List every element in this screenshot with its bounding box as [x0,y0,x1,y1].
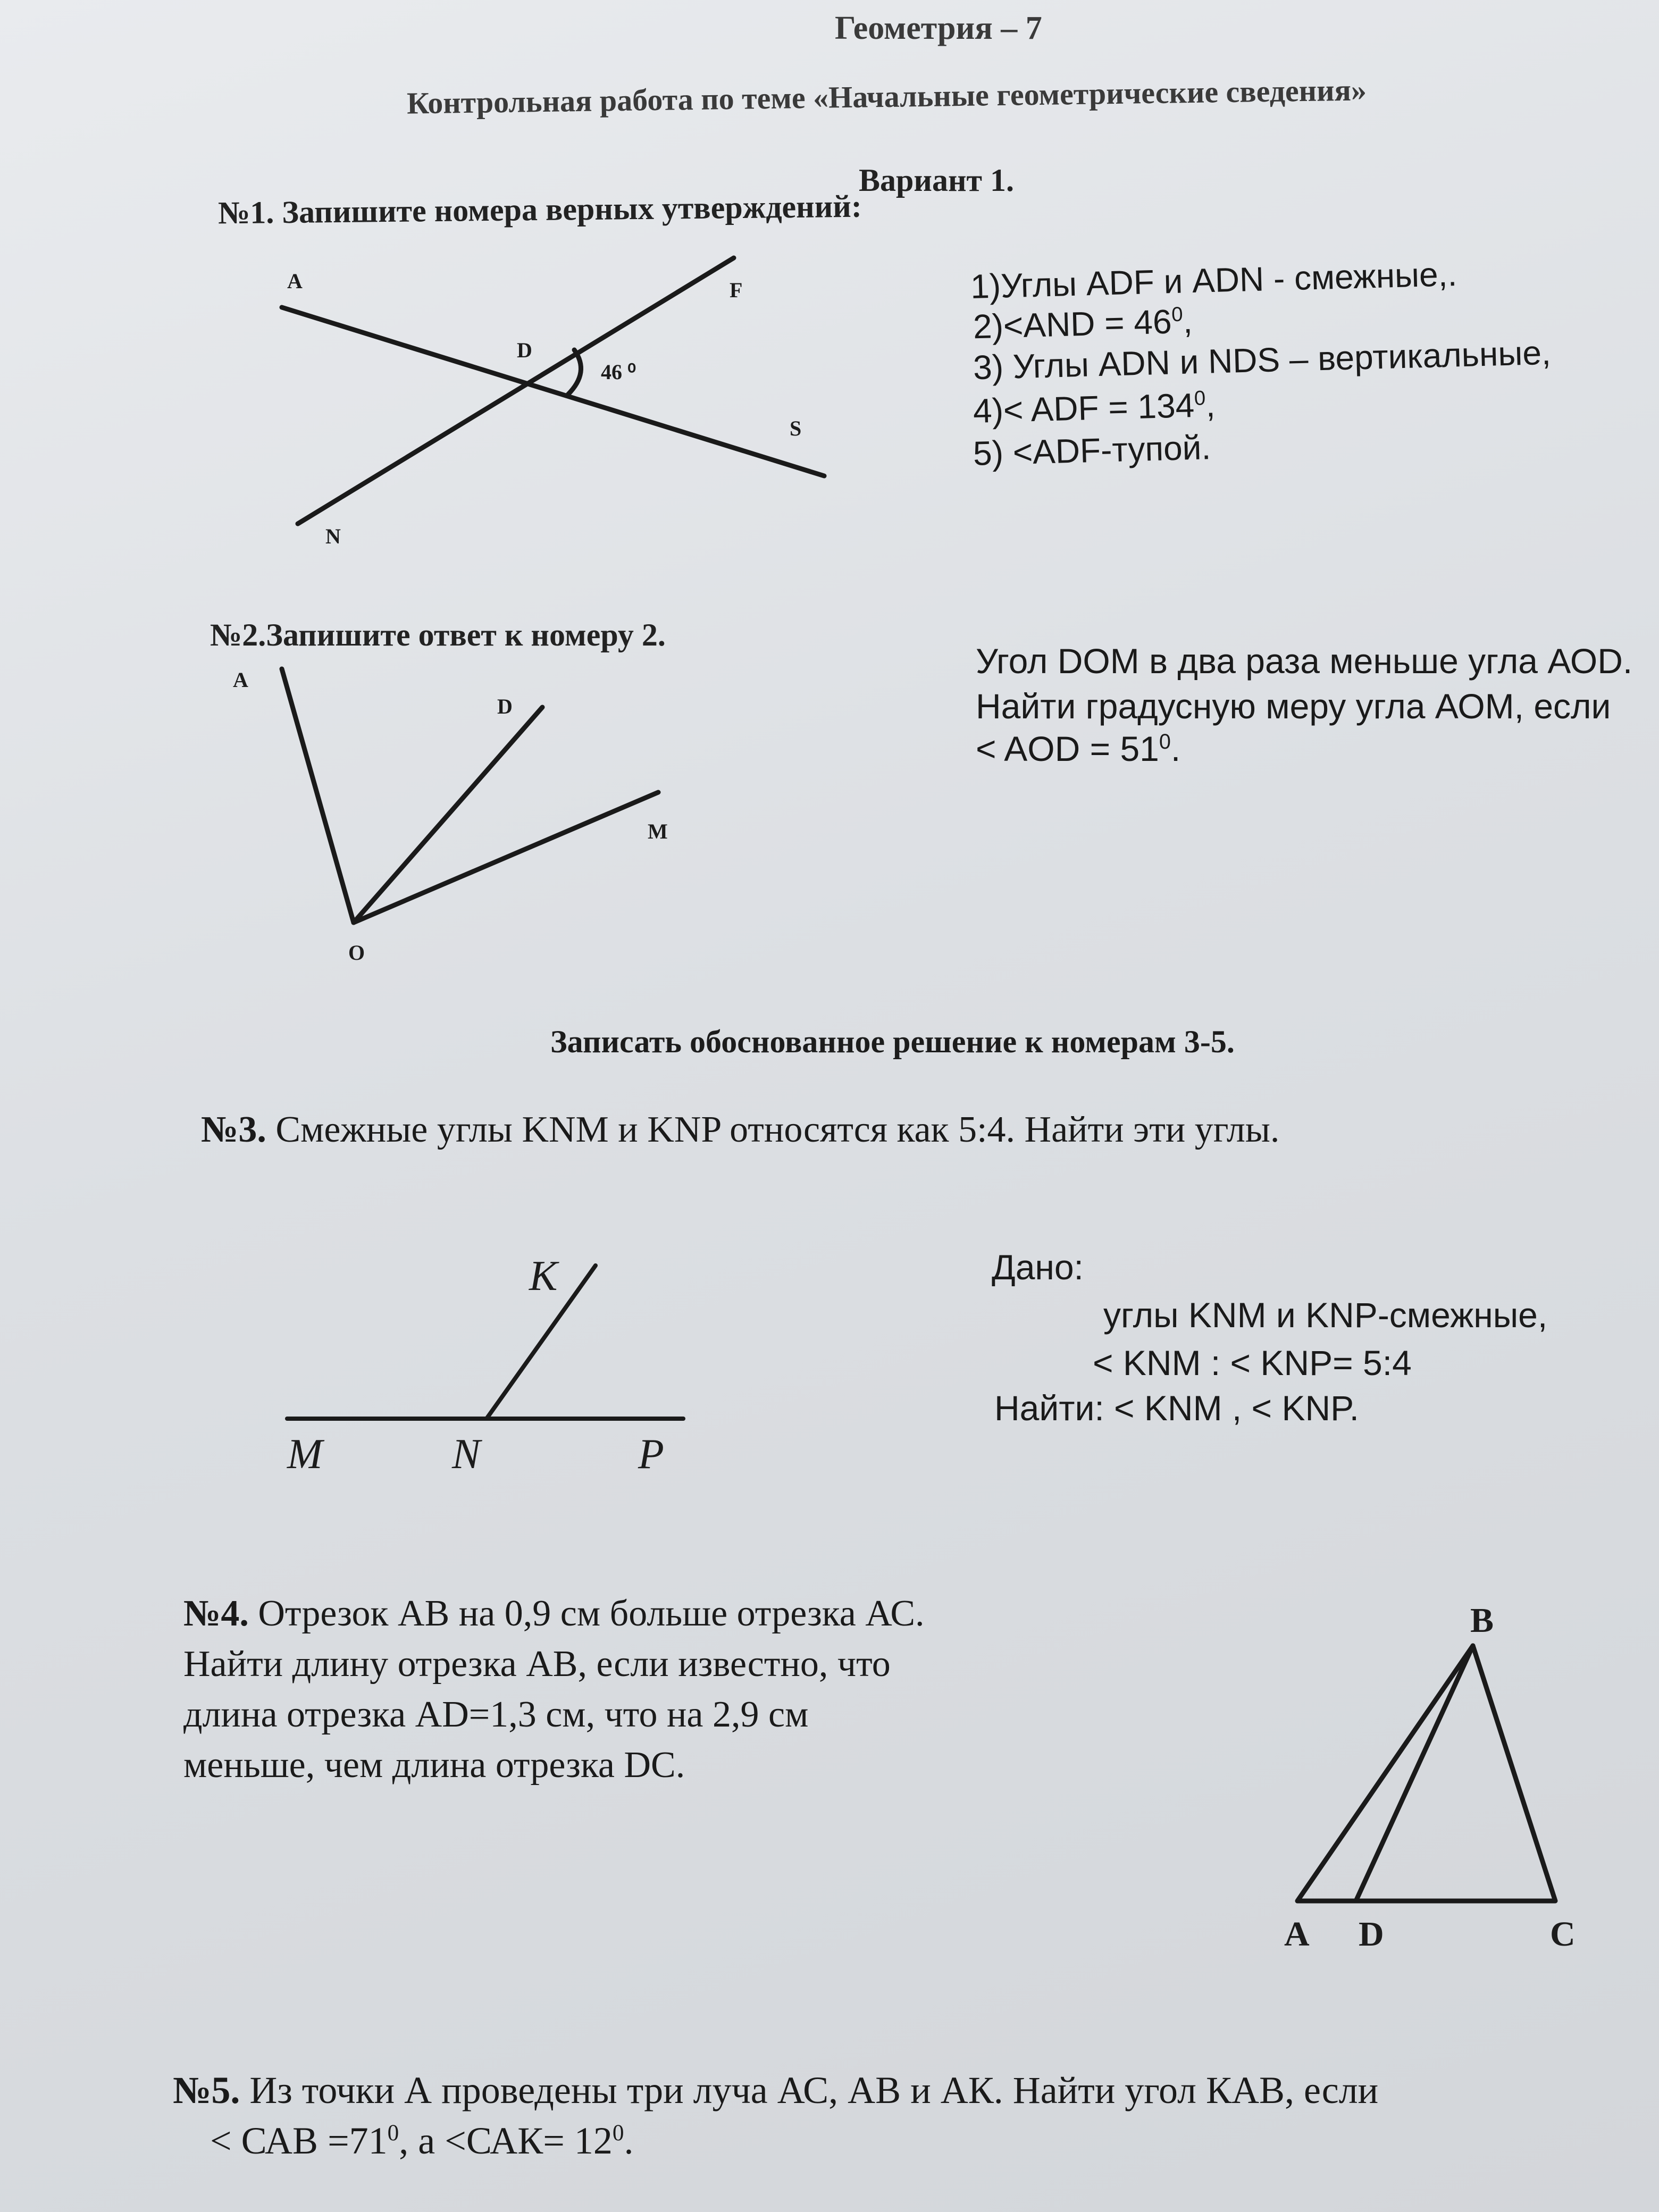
label-A4: A [1284,1915,1310,1954]
task4-line-1: №4. Отрезок АВ на 0,9 см больше отрезка АС. [183,1593,925,1634]
label-D2: D [497,694,513,718]
line-AS [282,307,824,476]
label-D1: D [517,338,532,362]
task3-figure [287,1266,683,1419]
ray-OM [354,792,658,923]
task3-given-2: < KNM : < KNP= 5:4 [1093,1343,1412,1382]
task3-given-label: Дано: [992,1247,1084,1287]
variant-title: Вариант 1. [859,163,1015,198]
task5-line-1: №5. Из точки А проведены три луча АС, АВ и АК. Найти угол КАВ, если [173,2069,1379,2112]
label-angle-46: 46 ⁰ [601,360,636,384]
label-N3: N [452,1431,481,1478]
task1-statement-2: $2)<AND = 46^0$, [973,301,1193,346]
ray-OA [282,669,354,923]
task3-text: №3. Смежные углы KNM и KNP относятся как 5:4. Найти эти углы. [201,1109,1280,1150]
task3-given-1: углы KNM и KNP-смежные, [1103,1295,1548,1335]
task2-text-line-1: Угол DOM в два раза меньше угла АОD. [976,641,1633,681]
triangle-ABC [1297,1646,1555,1901]
test-title: Контрольная работа по теме «Начальные геометрические сведения» [406,72,1367,121]
task1-statement-3: 3) Углы ADN и NDS – вертикальные, [973,333,1552,387]
task4-figure [1297,1646,1555,1901]
instruction-heading: Записать обоснованное решение к номерам 3-5. [550,1024,1235,1059]
subject-title: Геометрия – 7 [835,10,1042,46]
task1-heading: №1. Запишите номера верных утверждений: [217,188,862,231]
label-A2: A [233,668,248,692]
line-NF [298,258,734,524]
task4-line-2: Найти длину отрезка АВ, если известно, что [183,1644,891,1685]
task2-heading: №2.Запишите ответ к номеру 2. [210,617,666,652]
label-O: O [348,941,365,965]
label-K: K [529,1253,558,1300]
ray-OD [354,707,542,923]
label-C: C [1550,1915,1576,1954]
label-A1: A [287,269,303,293]
task1-statement-4: 4)< ADF = $134^0$, [973,386,1216,430]
task3-find: Найти: < KNM , < KNP. [994,1388,1359,1428]
task1-statement-1: 1)Углы ADF и ADN - смежные,. [970,255,1458,306]
task1-statement-5: 5) <ADF-тупой. [973,428,1212,473]
task2-text-line-3: < AOD = $51^0$. [976,729,1181,768]
task4-line-3: длина отрезка AD=1,3 см, что на 2,9 см [183,1694,809,1735]
segment-BD [1356,1646,1473,1901]
task2-figure [282,669,658,923]
label-P: P [638,1431,664,1478]
label-F: F [730,278,743,302]
task5-line-2: < САВ $=71^0$, $а <САК= 12^0$. [210,2119,634,2162]
label-M3: M [287,1431,323,1478]
task2-text-line-2: Найти градусную меру угла АОМ, если [976,686,1611,726]
task4-line-4: меньше, чем длина отрезка DC. [183,1745,685,1786]
label-N1: N [325,524,341,548]
label-M2: M [648,819,668,843]
label-S: S [790,416,802,440]
label-B: B [1470,1601,1494,1640]
label-D4: D [1359,1915,1384,1954]
